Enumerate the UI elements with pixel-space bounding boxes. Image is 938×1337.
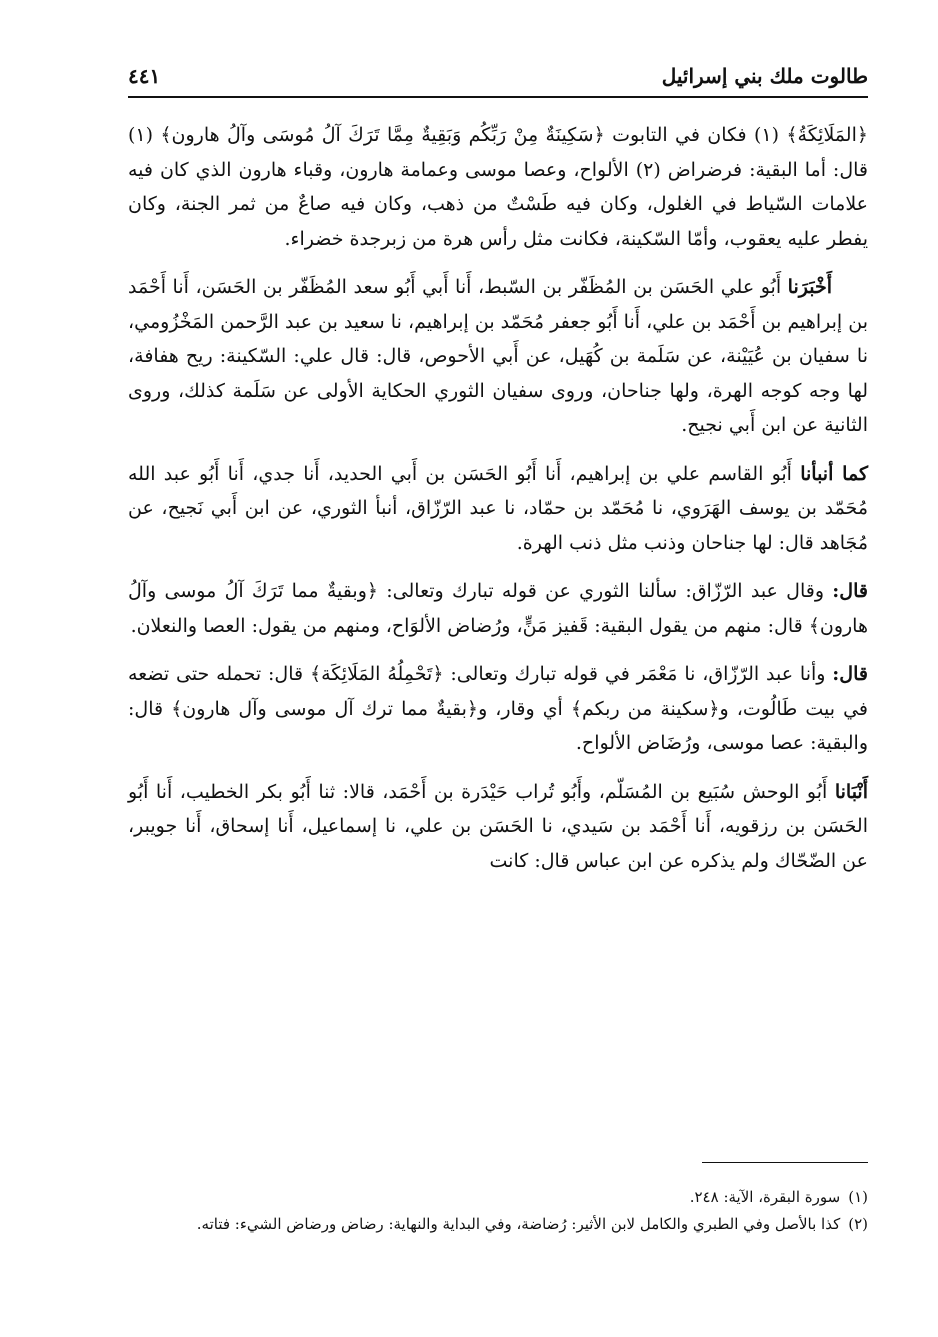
paragraph-5-lead: قال:	[832, 663, 868, 685]
footnote-rule	[702, 1162, 868, 1163]
paragraph-4-lead: قال:	[832, 580, 868, 602]
paragraph-2	[128, 270, 868, 443]
paragraph-6-text: أَبُو الوحش سُبَيع بن المُسَلّم، وأَبُو تُراب حَيْدَرة بن أَحْمَد، قالا: ثنا أَبُو بكر الخطيب، أَنا أَبُو الحَسَن بن رزقويه، أَنا أَحْمَد بن سَيدي، نا الحَسَن بن علي، نا إسماعيل، أَنا إسحاق، أَنا جويبر، عن الضّحّاك ولم يذكره عن ابن عباس قال: كانت	[128, 780, 868, 872]
footnote-2	[128, 1211, 868, 1238]
paragraph-5	[128, 657, 868, 761]
running-title: طالوت ملك بني إسرائيل	[661, 64, 868, 88]
paragraph-2-lead: أَخْبَرَنا	[787, 276, 832, 298]
paragraph-6	[128, 775, 868, 879]
footnote-1-text: سورة البقرة، الآية: ٢٤٨.	[689, 1188, 841, 1206]
footnote-1	[128, 1184, 868, 1211]
paragraph-1-text: ﴿المَلَائِكَةُ﴾ (١) فكان في التابوت ﴿سَكِينَةٌ مِنْ رَبِّكُم وَبَقِيةٌ مِمَّا تَرَكَ آلُ مُوسَى وآلُ هارون﴾ (١) قال: أما البقية: فرضراض (٢) الألواح، وعصا موسى وعمامة هارون، وقباء هارون الذي كان فيه علامات السّياط في الغلول، وكان فيه طَسْتٌ من ذهب، وكان فيه صاعٌ من ثمر الجنة، وكان يفطر عليه يعقوب، وأمّا السّكينة، فكانت مثل رأس هرة من زبرجدة خضراء.	[128, 124, 869, 250]
footnote-1-number: (١)	[848, 1188, 868, 1206]
paragraph-3	[128, 457, 868, 561]
header-rule	[128, 96, 868, 98]
paragraph-4-text: وقال عبد الرّزّاق: سألنا الثوري عن قوله تبارك وتعالى: ﴿وبقيةٌ مما تَرَكَ آلُ موسى وآلُ هارون﴾ قال: منهم من يقول البقية: قَفيز مَنٍّ، ورُضاض الألوَاح، ومنهم من يقول: العصا والنعلان.	[128, 580, 868, 637]
footnote-2-number: (٢)	[848, 1215, 868, 1233]
page-number: ٤٤١	[128, 64, 161, 88]
paragraph-6-lead: أَنْبَانا	[834, 780, 868, 803]
paragraph-4	[128, 574, 868, 643]
paragraph-5-text: وأنا عبد الرّزّاق، نا مَعْمَر في قوله تبارك وتعالى: ﴿تَحْمِلُهُ المَلَائِكَة﴾ قال: تحمله حتى تضعه في بيت طَالُوت، و﴿سكينة من ربكم﴾ أي وقار، و﴿بقيةٌ مما ترك آل موسى وآل هارون﴾ قال: والبقية: عصا موسى، ورُضَاض الألواح.	[128, 663, 868, 754]
paragraph-3-text: أَبُو القاسم علي بن إبراهيم، أَنا أَبُو الحَسَن بن أَبي الحديد، أَنا جدي، أَنا أَبُو عبد الله مُحَمّد بن يوسف الهَرَوي، نا مُحَمّد بن حمّاد، نا عبد الرّزّاق، أنبأ الثوري، عن ابن أَبي نَجيح، عن مُجَاهد قال: لها جناحان وذنب مثل ذنب الهرة.	[128, 462, 868, 554]
footnotes	[128, 1184, 868, 1238]
paragraph-1	[128, 118, 868, 256]
paragraph-2-text: أَبُو علي الحَسَن بن المُظَفّر بن السّبط، أَنا أَبي أَبُو سعد المُظَفّر بن الحَسَن، أَنا أَحْمَد بن إبراهيم بن أَحْمَد بن علي، أَنا أَبُو جعفر مُحَمّد بن إبراهيم، نا سعيد بن عبد الرَّحمن المَخْزُومي، نا سفيان بن عُيَيْنة، عن سَلَمة بن كُهَيل، عن أَبي الأحوص، قال: قال علي: السّكينة: ريح هفافة، لها وجه كوجه الهرة، ولها جناحان، وروى سفيان الثوري الحكاية الأولى عن سَلَمة كذلك، وروى الثانية عن ابن أَبي نجيح.	[128, 276, 869, 436]
page-header	[128, 62, 868, 96]
footnote-2-text: كذا بالأصل وفي الطبري والكامل لابن الأثير: رُضاضة، وفي البداية والنهاية: رضاض ورضاض الشيء: فتاته.	[196, 1215, 841, 1233]
body-text	[128, 118, 868, 892]
paragraph-3-lead: كما أنبأنا	[800, 462, 868, 485]
